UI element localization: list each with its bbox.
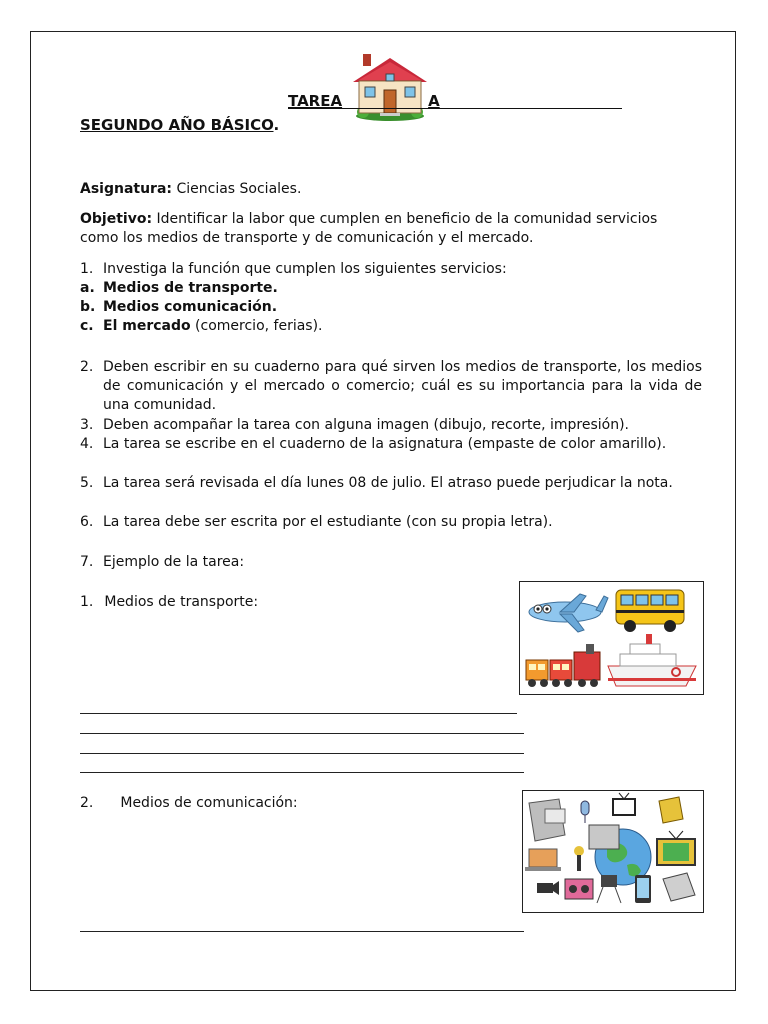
school-house-icon xyxy=(349,52,431,122)
title-underline xyxy=(288,108,622,109)
sub-item-a: a. Medios de transporte. xyxy=(80,280,278,296)
sub-item-b: b. Medios comunicación. xyxy=(80,299,278,315)
tv-icon xyxy=(613,793,635,815)
phone-icon xyxy=(635,875,651,903)
communication-collage-image xyxy=(522,790,704,913)
train-icon xyxy=(526,644,600,687)
answer-line-2 xyxy=(80,733,524,734)
instruction-2: 2. Deben escribir en su cuaderno para qué sirven los medios de transporte, los medios de comunicación y el mercado o comercio; cuál es su importancia para la vida de una comunidad. xyxy=(80,359,702,413)
sub-item-c: c. El mercado (comercio, ferias). xyxy=(80,318,323,334)
section-transport-label: 1. Medios de transporte: xyxy=(80,594,259,610)
microphone-icon xyxy=(581,801,589,823)
answer-line-3 xyxy=(80,753,524,754)
instruction-5: 5. La tarea será revisada el día lunes 08 de julio. El atraso puede perjudicar la nota. xyxy=(80,475,673,491)
answer-line-5 xyxy=(80,931,524,932)
newspaper-icon xyxy=(529,799,565,841)
television-icon xyxy=(657,831,695,865)
page-subtitle: SEGUNDO AÑO BÁSICO. xyxy=(80,116,280,134)
school-bus-icon xyxy=(616,590,684,632)
section-communication-label: 2. Medios de comunicación: xyxy=(80,795,298,811)
monitor-icon xyxy=(589,825,619,849)
airplane-icon xyxy=(529,594,608,632)
subject-line: Asignatura: Ciencias Sociales. xyxy=(80,181,302,197)
transport-collage-image xyxy=(519,581,704,695)
tablet-icon xyxy=(663,873,695,901)
radio-icon xyxy=(565,879,593,899)
instruction-3: 3. Deben acompañar la tarea con alguna imagen (dibujo, recorte, impresión). xyxy=(80,417,629,433)
page-title: TAREA A xyxy=(288,92,440,110)
answer-line-4 xyxy=(80,772,524,773)
book-icon xyxy=(659,797,683,823)
ship-icon xyxy=(608,634,696,686)
answer-line-1 xyxy=(80,713,517,714)
instruction-7: 7. Ejemplo de la tarea: xyxy=(80,554,245,570)
laptop-icon xyxy=(525,849,561,871)
video-camera-icon xyxy=(537,881,559,895)
objective-paragraph: Objetivo: Identificar la labor que cumplen en beneficio de la comunidad servicios como los medios de transporte y de comunicación y el mercado. xyxy=(80,211,658,246)
handheld-mic-icon xyxy=(574,846,584,871)
instruction-6: 6. La tarea debe ser escrita por el estudiante (con su propia letra). xyxy=(80,514,553,530)
instruction-1: 1. Investiga la función que cumplen los siguientes servicios: xyxy=(80,261,507,277)
instruction-4: 4. La tarea se escribe en el cuaderno de la asignatura (empaste de color amarillo). xyxy=(80,436,667,452)
